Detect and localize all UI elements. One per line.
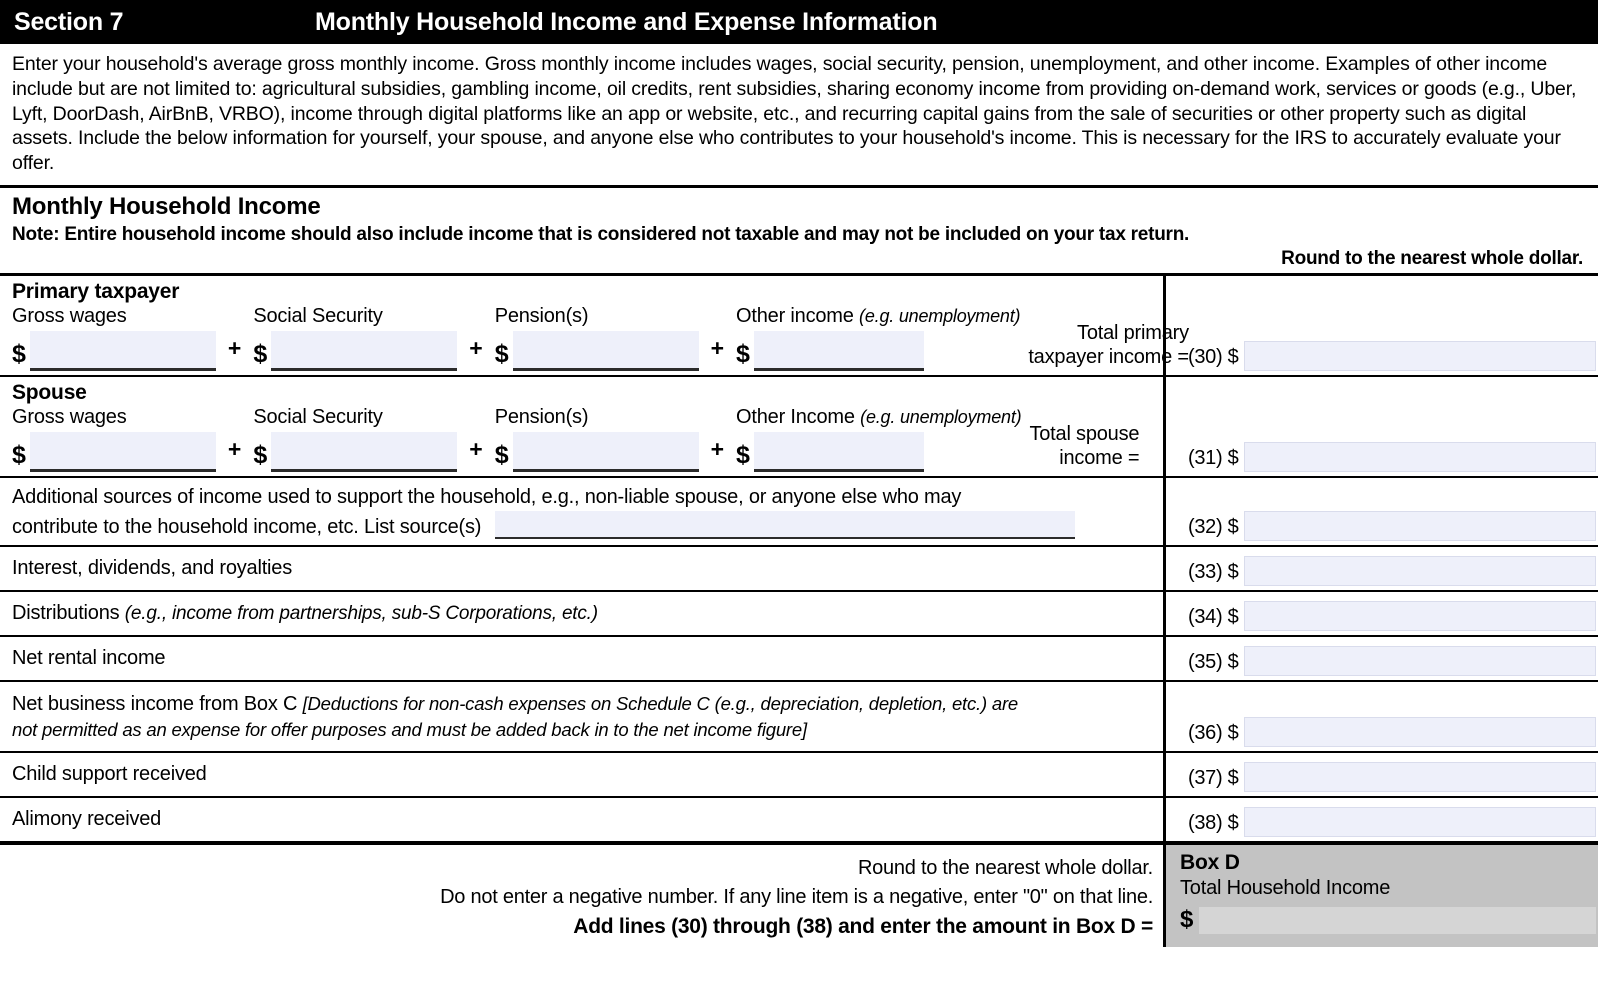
line-36-label-cell [0,682,1163,751]
line-33-amount-input[interactable] [1244,556,1596,586]
line-38-amount-input[interactable] [1244,807,1596,837]
line-35-label-cell [0,637,1163,680]
primary-gross-wages-input[interactable] [30,331,216,371]
line-33-label [0,547,1163,590]
line-36-label-italic2: not permitted as an expense for offer purposes and must be added back in to the net income figure] [12,718,807,740]
spouse-cell [0,377,1163,476]
primary-social-security-inputrow [253,331,457,371]
dollar-sign-icon: $ [494,440,509,469]
spouse-other-income-inputrow [736,432,1021,472]
primary-social-security-group [253,305,457,371]
box-d-subtitle: Total Household Income [1180,876,1391,899]
table-row-line-36 [0,682,1598,753]
spouse-total-cell [1163,377,1598,476]
plus-sign-icon: + [710,334,725,361]
primary-pensions-label: Pension(s) [494,304,589,327]
primary-other-income-input[interactable] [754,331,924,371]
spouse-gross-wages-group [12,406,216,472]
table-row-box-d [0,845,1598,947]
primary-other-income-label [736,305,1020,331]
line-38-amount-cell [1163,798,1598,841]
primary-other-income-inputrow [736,331,1020,371]
spouse-pensions-inputrow [495,432,699,472]
line-number-31: (31) $ [1188,446,1239,469]
line-37-label [0,753,1163,796]
section-title: Monthly Household Income and Expense Information [315,7,938,36]
spouse-other-income-text: Other Income [736,405,855,428]
primary-taxpayer-title: Primary taxpayer [12,279,180,303]
section-header-bar [0,0,1598,44]
additional-sources-amount-cell [1163,478,1598,545]
line-34-label [0,592,1163,635]
line-33-label-cell [0,547,1163,590]
box-d-instruction-line2: Do not enter a negative number. If any line item is a negative, enter "0" on that line. [440,885,1153,908]
spouse-gross-wages-inputrow [12,432,216,472]
spouse-pensions-label: Pension(s) [494,405,589,428]
primary-taxpayer-cell [0,276,1189,375]
primary-gross-wages-group [12,305,216,371]
dollar-sign-icon: $ [494,339,509,368]
line-36-amount-cell [1163,682,1598,751]
spouse-other-income-eg: (e.g. unemployment) [860,406,1022,427]
spouse-fields-line [12,406,1163,472]
line-36-label [0,682,1163,751]
spouse-block [0,377,1163,476]
line-number-36: (36) $ [1188,721,1239,744]
dollar-sign-icon: $ [253,339,268,368]
box-d-instructions [0,845,1163,947]
primary-pensions-group [495,305,699,371]
dollar-sign-icon: $ [1180,905,1194,933]
line-31-amount-input[interactable] [1244,442,1596,472]
additional-sources-text-line1: Additional sources of income used to support the household, e.g., non-liable spouse, or anyone else who may [12,485,962,508]
additional-sources-line2 [12,511,1153,541]
line-36-amount-input[interactable] [1244,717,1596,747]
line-number-38: (38) $ [1188,811,1239,834]
spouse-social-security-label: Social Security [253,405,383,428]
spouse-social-security-group [253,406,457,472]
table-row-line-38 [0,798,1598,845]
line-33-amount-cell [1163,547,1598,590]
additional-sources-list-input[interactable] [495,511,1075,539]
primary-social-security-input[interactable] [271,331,457,371]
primary-taxpayer-block [0,276,1189,375]
primary-other-income-text: Other income [736,304,854,327]
plus-sign-icon: + [227,435,242,462]
spouse-social-security-input[interactable] [271,432,457,472]
line-34-label-italic: (e.g., income from partnerships, sub-S Corporations, etc.) [124,602,598,624]
dollar-sign-icon: $ [12,339,26,368]
line-35-label-text: Net rental income [12,646,166,669]
line-36-label-italic: [Deductions for non-cash expenses on Schedule C (e.g., depreciation, depletion, etc.) are [302,692,1019,714]
section-number-label: Section 7 [14,7,124,36]
line-34-label-text: Distributions [12,601,125,624]
line-35-label [0,637,1163,680]
table-row-spouse [0,377,1598,478]
monthly-household-income-heading: Monthly Household Income [12,192,321,220]
line-36-label-text: Net business income from Box C [12,692,303,715]
primary-fields-line [12,304,1189,371]
dollar-sign-icon: $ [253,440,268,469]
spouse-social-security-inputrow [253,432,457,472]
box-d-total-input[interactable] [1199,907,1596,934]
line-38-label-text: Alimony received [12,807,162,830]
spouse-gross-wages-label: Gross wages [12,405,127,428]
spouse-other-income-label [736,406,1021,432]
line-34-amount-cell [1163,592,1598,635]
line-35-amount-cell [1163,637,1598,680]
primary-pensions-inputrow [495,331,699,371]
additional-sources-text-line2: contribute to the household income, etc. List source(s) [12,515,482,538]
box-d-input-line [1180,906,1598,934]
dollar-sign-icon: $ [736,339,750,368]
additional-sources-cell [0,478,1163,545]
plus-sign-icon: + [469,435,483,462]
line-number-35: (35) $ [1188,650,1239,673]
plus-sign-icon: + [469,334,483,361]
line-34-amount-input[interactable] [1244,601,1596,631]
line-34-label-cell [0,592,1163,635]
spouse-gross-wages-input[interactable] [30,432,216,472]
table-row-line-33 [0,547,1598,592]
spouse-total-label-line2: income = [1059,446,1140,469]
line-37-label-cell [0,753,1163,796]
spouse-total-label [1029,422,1139,472]
box-d-instruction-line3: Add lines (30) through (38) and enter the amount in Box D = [573,914,1153,938]
line-number-33: (33) $ [1188,560,1239,583]
line-38-label-cell [0,798,1163,841]
line-37-amount-input[interactable] [1244,762,1596,792]
primary-total-label-line1: Total primary [1077,321,1189,344]
spouse-pensions-group [495,406,699,472]
box-d-title: Box D [1180,850,1240,874]
primary-gross-wages-inputrow [12,331,216,371]
line-number-32: (32) $ [1188,515,1239,538]
line-37-amount-cell [1163,753,1598,796]
spouse-other-income-group [736,406,1021,472]
table-row-primary-taxpayer [0,276,1598,377]
plus-sign-icon: + [227,334,242,361]
household-income-note: Note: Entire household income should also include income that is considered not taxable and may not be included on your tax return. [12,223,1190,245]
primary-total-label-line2: taxpayer income = [1028,345,1189,368]
plus-sign-icon: + [710,435,725,462]
box-d-panel [1163,845,1598,947]
spouse-total-label-line1: Total spouse [1029,422,1140,445]
line-35-amount-input[interactable] [1244,646,1596,676]
income-table [0,273,1598,947]
spouse-other-income-input[interactable] [754,432,924,472]
line-37-label-text: Child support received [12,762,207,785]
intro-paragraph: Enter your household's average gross monthly income. Gross monthly income includes wages, social security, pension, unemployment, and other income. Examples of other income include but are not limited to: agricultural subsidies, gambling income, oil credits, rent subsidies, sharing economy income from providing on-demand work, services or goods (e.g., Uber, Lyft, DoorDash, AirBnB, VRBO), income through digital platforms like an app or website, etc., and recurring capital gains from the sale of securities or other property such as digital assets. Include the below information for yourself, your spouse, and anyone else who contributes to your household's income. This is necessary for the IRS to accurately evaluate your offer. [12,53,1577,175]
spouse-pensions-input[interactable] [513,432,699,472]
spouse-title: Spouse [12,380,87,404]
table-row-line-35 [0,637,1598,682]
dollar-sign-icon: $ [12,440,26,469]
primary-other-income-eg: (e.g. unemployment) [859,305,1021,326]
line-33-label-text: Interest, dividends, and royalties [12,556,293,579]
table-row-line-37 [0,753,1598,798]
primary-gross-wages-label: Gross wages [12,304,127,327]
primary-social-security-label: Social Security [253,304,383,327]
dollar-sign-icon: $ [736,440,750,469]
primary-other-income-group [736,305,1020,371]
additional-sources-block [0,478,1163,545]
primary-pensions-input[interactable] [513,331,699,371]
line-number-30: (30) $ [1188,345,1239,368]
line-number-34: (34) $ [1188,605,1239,628]
line-38-label [0,798,1163,841]
income-subhead-block [0,185,1598,270]
line-32-amount-input[interactable] [1244,511,1596,541]
line-number-37: (37) $ [1188,766,1239,789]
round-to-nearest-dollar-note: Round to the nearest whole dollar. [1281,247,1583,269]
table-row-line-34 [0,592,1598,637]
table-row-additional-sources [0,478,1598,547]
box-d-instruction-line1: Round to the nearest whole dollar. [857,856,1153,879]
primary-total-cell [1163,276,1598,375]
line-30-amount-input[interactable] [1244,341,1596,371]
